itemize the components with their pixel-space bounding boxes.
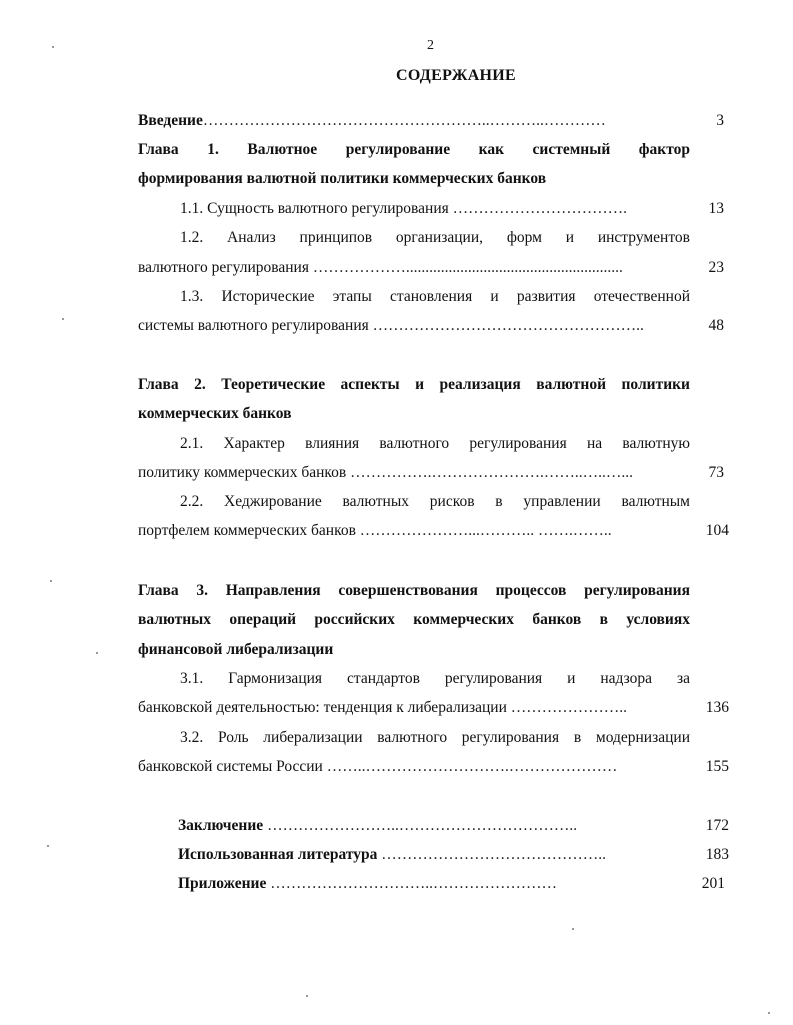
- toc-section-2-1-cont[interactable]: [138, 464, 633, 482]
- toc-chapter-3-title-cont-2[interactable]: финансовой либерализации: [138, 641, 334, 658]
- toc-conclusion-entry[interactable]: [178, 817, 577, 835]
- toc-section-1-3[interactable]: 1.3. Исторические этапы становления и развития отечественной: [180, 288, 690, 305]
- toc-section-3-1-cont[interactable]: [138, 699, 627, 717]
- toc-intro-page: 3: [716, 112, 724, 129]
- toc-section-1-1[interactable]: [180, 200, 627, 218]
- toc-section-1-2-cont[interactable]: [138, 259, 623, 277]
- leader-dots: ……………………..……………………………..: [267, 817, 578, 834]
- toc-appendix-entry[interactable]: [178, 875, 557, 893]
- toc-section-2-1-page: 73: [708, 464, 724, 481]
- toc-section-2-2-page: 104: [705, 522, 729, 539]
- toc-section-1-2[interactable]: 1.2. Анализ принципов организации, форм и инструментов: [180, 229, 690, 246]
- toc-section-1-1-page: 13: [708, 200, 724, 217]
- leader-dots: ………………………………………………..………..…………: [202, 112, 606, 129]
- leader-dots: …………….………………….……..…..…...: [350, 464, 633, 481]
- toc-references-page: 183: [705, 846, 729, 863]
- scan-speck: [572, 928, 574, 930]
- toc-chapter-1-title[interactable]: Глава 1. Валютное регулирование как системный фактор: [138, 141, 690, 158]
- toc-section-1-3-page: 48: [708, 317, 724, 334]
- scan-speck: [306, 995, 308, 997]
- toc-section-2-1-label-cont: политику коммерческих банков: [138, 464, 347, 481]
- toc-references-label: Использованная литература: [178, 846, 378, 863]
- toc-section-3-2-page: 155: [705, 758, 729, 775]
- scan-speck: [96, 652, 98, 654]
- page-number: 2: [427, 38, 434, 53]
- scan-speck: [52, 46, 54, 48]
- leader-dots: ……..……………………….…………………: [326, 758, 618, 775]
- toc-intro-label: Введение: [138, 112, 203, 129]
- toc-chapter-1-title-cont[interactable]: формирования валютной политики коммерческих банков: [138, 170, 547, 187]
- toc-chapter-2-title-cont[interactable]: коммерческих банков: [138, 405, 292, 422]
- leader-dots: ……………………………………………..: [372, 317, 644, 334]
- toc-section-3-2-cont[interactable]: [138, 758, 617, 776]
- toc-chapter-3-title[interactable]: Глава 3. Направления совершенствования процессов регулирования: [138, 582, 690, 599]
- toc-section-3-2-label-cont: банковской системы России: [138, 758, 323, 775]
- toc-section-1-3-cont[interactable]: [138, 317, 644, 335]
- toc-section-3-1-label-cont: банковской деятельностью: тенденция к либерализации: [138, 699, 507, 716]
- scan-speck: [50, 580, 52, 582]
- toc-section-2-2-label-cont: портфелем коммерческих банков: [138, 522, 356, 539]
- leader-dots: …………………...……….. …….……..: [359, 522, 612, 539]
- toc-section-3-1-page: 136: [705, 699, 729, 716]
- leader-dots: …………………………..……………………: [270, 875, 557, 892]
- toc-chapter-2-title[interactable]: Глава 2. Теоретические аспекты и реализация валютной политики: [138, 376, 690, 393]
- toc-section-3-1[interactable]: 3.1. Гармонизация стандартов регулирования и надзора за: [180, 670, 690, 687]
- toc-section-2-2[interactable]: 2.2. Хеджирование валютных рисков в управлении валютным: [180, 493, 690, 510]
- toc-conclusion-page: 172: [705, 817, 729, 834]
- toc-references-entry[interactable]: [178, 846, 606, 864]
- leader-dots: ………………........................................................: [312, 259, 623, 276]
- toc-appendix-page: 201: [701, 875, 725, 892]
- scan-speck: [62, 318, 64, 320]
- toc-section-2-2-cont[interactable]: [138, 522, 612, 540]
- leader-dots: …………………………….: [452, 200, 627, 217]
- toc-section-1-3-label-cont: системы валютного регулирования: [138, 317, 369, 334]
- toc-section-1-1-label: 1.1. Сущность валютного регулирования: [180, 200, 449, 217]
- leader-dots: …………………..: [510, 699, 627, 716]
- scan-speck: [768, 1012, 770, 1014]
- toc-conclusion-label: Заключение: [178, 817, 264, 834]
- toc-section-3-2[interactable]: 3.2. Роль либерализации валютного регулирования в модернизации: [180, 729, 690, 746]
- toc-section-1-2-label-cont: валютного регулирования: [138, 259, 309, 276]
- toc-intro-entry[interactable]: [138, 112, 606, 130]
- toc-chapter-3-title-cont[interactable]: валютных операций российских коммерческих банков в условиях: [138, 611, 690, 628]
- scan-speck: [47, 845, 49, 847]
- toc-appendix-label: Приложение: [178, 875, 267, 892]
- page-title: СОДЕРЖАНИЕ: [395, 67, 517, 84]
- leader-dots: ……………………………………..: [381, 846, 607, 863]
- toc-section-1-2-page: 23: [708, 259, 724, 276]
- toc-section-2-1[interactable]: 2.1. Характер влияния валютного регулирования на валютную: [180, 435, 690, 452]
